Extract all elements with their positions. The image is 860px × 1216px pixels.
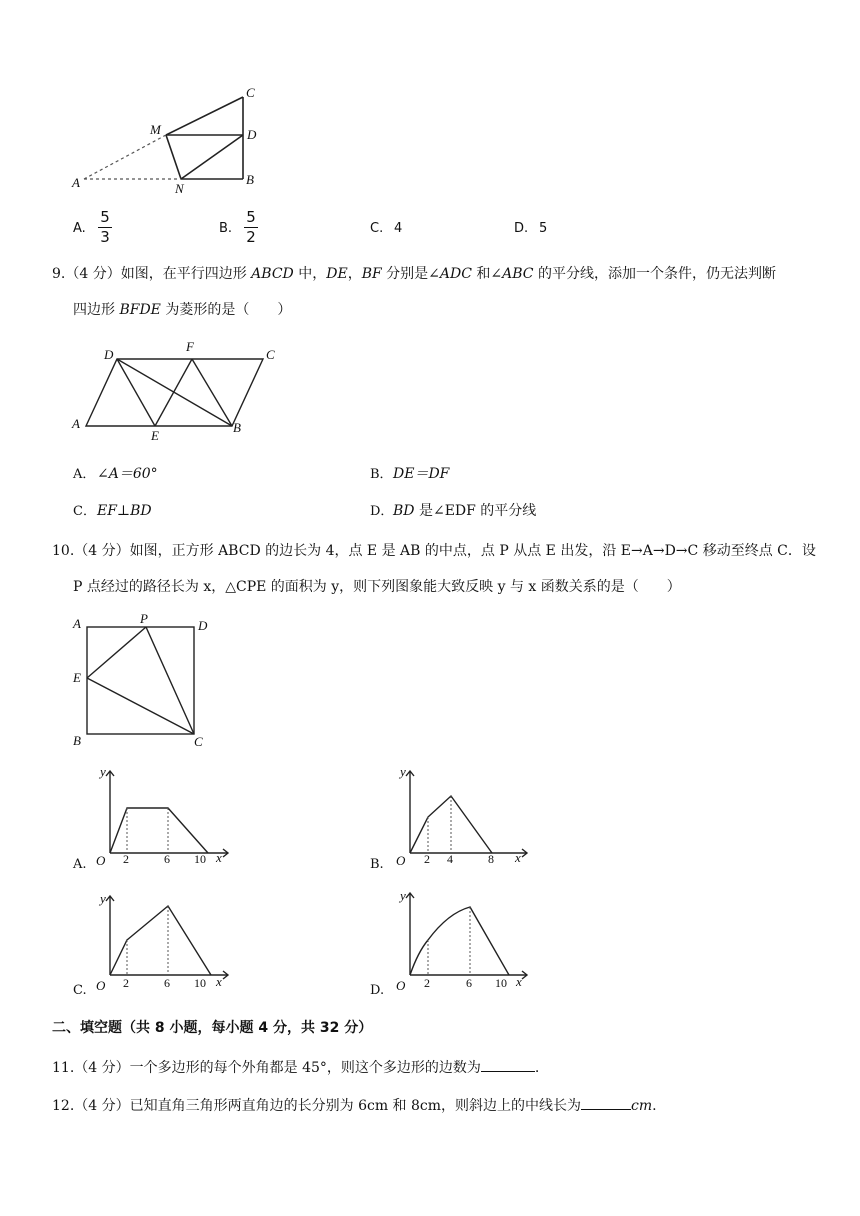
q9-option-d-rest: 是∠EDF 的平分线 [414,503,537,519]
q10-graph-a-tick-6: 6 [164,852,170,866]
q10-option-b-key: B. [370,857,384,872]
q8-label-B: B [246,172,254,187]
q10-label-A: A [73,616,81,631]
q8-option-a-key: A. [73,221,86,236]
q9-stem-text: 为菱形的是（ ） [160,302,292,318]
q9-label-C: C [266,347,275,362]
q9-stem-text: 分别是∠ [381,266,440,282]
q10-graph-c-tick-6: 6 [164,976,170,990]
q10-graph-b-tick-8: 8 [488,852,494,866]
q9-option-c-key: C． [73,504,96,519]
q8-option-b-key: B. [219,221,233,236]
q11-end: . [534,1060,540,1076]
q10-label-D: D [198,618,208,633]
q9-stem-text: 中， [293,266,327,282]
q8-option-c-key: C. [370,221,384,236]
q10-graph-d-x: x [516,974,522,989]
q12-end: . [652,1098,657,1114]
q11-text: 11.（4 分）一个多边形的每个外角都是 45°，则这个多边形的边数为 [52,1060,481,1076]
q9-option-a-text: ∠A＝60° [97,466,158,482]
q9-stem-text: 四边形 [73,302,120,318]
q10-label-P: P [140,611,148,626]
q12-text: 12.（4 分）已知直角三角形两直角边的长分别为 6cm 和 8cm，则斜边上的中线长为 [52,1098,582,1114]
q10-graph-a-origin: O [96,853,106,868]
q8-label-D: D [247,127,257,142]
q10-graph-a-tick-10: 10 [194,852,206,866]
q10-option-c-key: C. [73,983,87,998]
q10-graph-a-x: x [216,850,222,865]
q9-stem-de: DE [326,266,348,282]
q9-stem-text: ， [347,266,362,282]
q10-graph-c-origin: O [96,978,106,993]
q10-label-E: E [73,670,81,685]
q10-graph-c-tick-10: 10 [194,976,206,990]
q8-label-A: A [72,175,80,190]
q10-graph-b-tick-2: 2 [424,852,430,866]
q10-graph-a-tick-2: 2 [123,852,129,866]
q8-label-C: C [246,85,255,100]
q10-option-d-key: D. [370,983,385,998]
q10-option-a-key: A. [73,857,87,872]
q9-stem-abc: ABC [502,266,534,282]
q10-graph-b-x: x [515,850,521,865]
q8-label-M: M [150,122,161,137]
q10-graph-c-tick-2: 2 [123,976,129,990]
q10-graph-d-tick-6: 6 [466,976,472,990]
q9-stem-text: 9.（4 分）如图，在平行四边形 [52,266,252,282]
q9-label-E: E [151,428,159,443]
q10-graph-d-tick-2: 2 [424,976,430,990]
q10-graph-d-origin: O [396,978,406,993]
q8-option-d-key: D. [514,221,529,236]
q12-answer-blank[interactable] [581,1097,631,1110]
q8-option-c-text: 4 [394,221,403,236]
q10-graph-d-y: y [400,888,406,903]
q9-option-a-key: A． [73,467,96,482]
q9-label-A: A [72,416,80,431]
q8-option-a-denominator: 3 [100,228,110,246]
section2-heading: 二、填空题（共 8 小题，每小题 4 分，共 32 分） [52,1020,373,1036]
q8-option-a-numerator: 5 [100,208,110,226]
q12-line [52,1097,657,1113]
q10-graph-a-y: y [100,764,106,779]
q9-stem-bf: BF [361,266,382,282]
q10-graph-c-x: x [216,974,222,989]
q10-stem-line1: 10.（4 分）如图，正方形 ABCD 的边长为 4，点 E 是 AB 的中点，点 P 从点 E 出发，沿 E→A→D→C 移动至终点 C．设 [52,543,816,559]
q8-option-d-text: 5 [539,221,548,236]
q9-label-B: B [233,420,241,435]
q11-line [52,1059,539,1075]
q9-label-F: F [186,339,194,354]
q10-graph-b-tick-4: 4 [447,852,453,866]
q10-label-B: B [73,733,81,748]
q9-option-b-text: DE＝DF [393,466,450,482]
q10-label-C: C [194,734,203,749]
q9-option-c-text: EF⊥BD [97,503,152,519]
q9-stem-abcd: ABCD [251,266,294,282]
q10-stem-line2: P 点经过的路径长为 x，△CPE 的面积为 y，则下列图象能大致反映 y 与 x 函数关系的是（ ） [73,579,681,595]
q10-graph-b-y: y [400,764,406,779]
q9-option-d-bd: BD [393,503,415,519]
q8-option-b-denominator: 2 [246,228,256,246]
q8-label-N: N [175,181,184,196]
q9-stem-text: 和∠ [471,266,503,282]
q9-stem-text: 的平分线，添加一个条件，仍无法判断 [533,266,776,282]
q10-graph-c-y: y [100,891,106,906]
q9-option-d-key: D． [370,504,394,519]
q12-unit: cm [631,1098,653,1114]
q9-option-b-key: B． [370,467,393,482]
q11-answer-blank[interactable] [481,1059,535,1072]
q8-option-b-numerator: 5 [246,208,256,226]
q9-stem-bfde: BFDE [119,302,161,318]
q9-stem-adc: ADC [439,266,472,282]
q9-label-D: D [104,347,114,362]
q10-graph-d-tick-10: 10 [495,976,507,990]
q10-graph-b-origin: O [396,853,406,868]
